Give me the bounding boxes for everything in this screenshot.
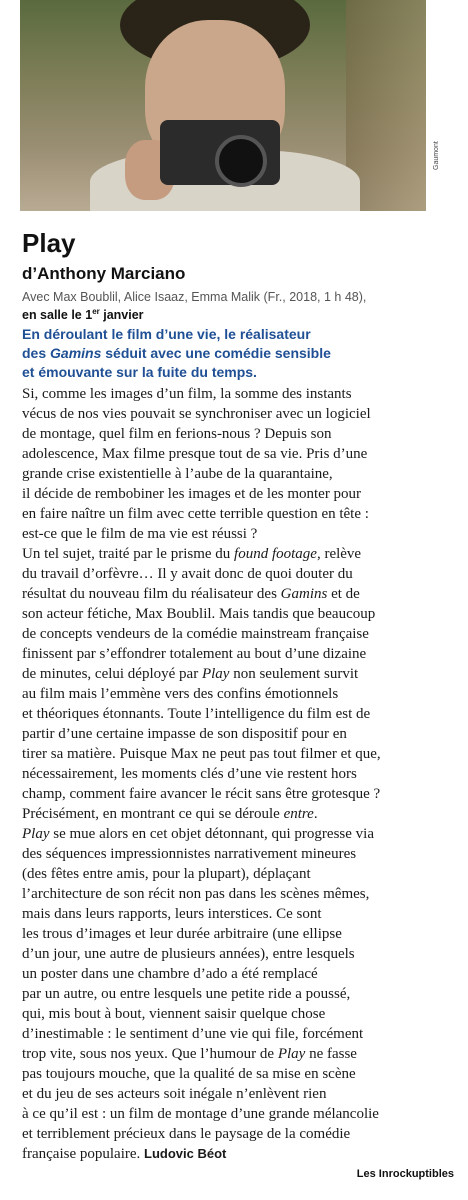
body-line: par un autre, ou entre lesquels une petite ride a poussé, [22, 986, 351, 1002]
body-line: tirer sa matière. Puisque Max ne peut pas tout filmer et que, [22, 746, 381, 762]
text-span: ne fasse [305, 1046, 357, 1062]
text-span: Un tel sujet, traité par le prisme du [22, 546, 235, 562]
body-line [22, 664, 452, 684]
text-span: résultat du nouveau film du réalisateur des [22, 586, 281, 602]
publication-name: Les Inrockuptibles [356, 1168, 454, 1180]
body-line: nécessairement, les moments clés d’une vie restent hors [22, 766, 357, 782]
lede-line [22, 344, 452, 363]
text-span: Précisément, en montrant ce qui se déroule [22, 806, 284, 822]
body-line: qui, mis bout à bout, viennent saisir quelque chose [22, 1006, 326, 1022]
film-title: Play [22, 228, 76, 258]
italic-title: Gamins [280, 586, 328, 602]
text-span: séduit avec une comédie sensible [101, 345, 331, 361]
italic-title: entre [283, 806, 314, 822]
text-span: non seulement survit [229, 666, 359, 682]
body-line: des séquences impressionnistes narrativement mineures [22, 846, 357, 862]
body-line: Si, comme les images d’un film, la somme des instants [22, 386, 352, 402]
body-line [22, 824, 452, 844]
text-span: trop vite, sous nos yeux. Que l’humour de [22, 1046, 278, 1062]
film-still-photo [20, 0, 426, 211]
body-line: finissent par s’effondrer totalement au bout d’une dizaine [22, 646, 367, 662]
body-line [22, 1144, 452, 1164]
article-lede [22, 325, 452, 382]
body-line: est-ce que le film de ma vie est réussi ? [22, 526, 258, 542]
body-line: un poster dans une chambre d’ado a été remplacé [22, 966, 318, 982]
body-line: l’architecture de son récit non pas dans les scènes mêmes, [22, 886, 370, 902]
release-suffix: janvier [99, 308, 144, 323]
body-line: adolescence, Max filme presque tout de sa vie. Pris d’une [22, 446, 368, 462]
camcorder-lens [215, 135, 267, 187]
text-span: de minutes, celui déployé par [22, 666, 202, 682]
italic-title: Gamins [50, 345, 102, 361]
body-line: à ce qu’il est : un film de montage d’une grande mélancolie [22, 1106, 379, 1122]
body-line: champ, comment faire avancer le récit sans être grotesque ? [22, 786, 381, 802]
text-span: des [22, 345, 51, 361]
body-line: et terriblement précieux dans le paysage de la comédie [22, 1126, 351, 1142]
body-line: de concepts vendeurs de la comédie mainstream française [22, 626, 369, 642]
italic-title: Play [277, 1046, 306, 1062]
body-line: pas toujours mouche, que la qualité de sa mise en scène [22, 1066, 356, 1082]
lede-line: et émouvante sur la fuite du temps. [22, 364, 257, 380]
release-ordinal: er [92, 307, 100, 316]
article-body [22, 384, 452, 1164]
body-line: vécus de nos vies pouvait se synchroniser avec un logiciel [22, 406, 371, 422]
body-line [22, 544, 452, 564]
body-line: (des fêtes entre amis, pour la plupart), déplaçant [22, 866, 311, 882]
body-line: et du jeu de ses acteurs soit inégale n’enlèvent rien [22, 1086, 327, 1102]
body-line: en faire naître un film avec cette terrible question en tête : [22, 506, 369, 522]
body-line: de montage, quel film en ferions-nous ? Depuis son [22, 426, 332, 442]
body-line [22, 1044, 452, 1064]
lede-line: En déroulant le film d’une vie, le réalisateur [22, 326, 311, 342]
body-line: d’un jour, une autre de plusieurs années), entre lesquels [22, 946, 355, 962]
body-line [22, 804, 452, 824]
italic-title: found footage [234, 546, 317, 562]
body-line: au film mais l’emmène vers des confins émotionnels [22, 686, 339, 702]
film-cast: Avec Max Boublil, Alice Isaaz, Emma Malik (Fr., 2018, 1 h 48), [22, 290, 367, 304]
body-line: il décide de rembobiner les images et de les monter pour [22, 486, 362, 502]
release-prefix: en salle le 1 [22, 308, 93, 323]
text-span: . [313, 806, 318, 822]
body-line: partir d’une certaine impasse de son dispositif pour en [22, 726, 347, 742]
body-line: et théoriques étonnants. Toute l’intelligence du film est de [22, 706, 371, 722]
body-line: mais dans leurs rapports, leurs interstices. Ce sont [22, 906, 322, 922]
text-span: , relève [316, 546, 362, 562]
body-line: son acteur fétiche, Max Boublil. Mais tandis que beaucoup [22, 606, 376, 622]
body-line: du travail d’orfèvre… Il y avait donc de quoi douter du [22, 566, 353, 582]
body-line: d’inestimable : le sentiment d’une vie qui file, forcément [22, 1026, 364, 1042]
body-line: grande crise existentielle à l’aube de la quarantaine, [22, 466, 333, 482]
text-span: se mue alors en cet objet détonnant, qui progresse via [49, 826, 374, 842]
text-span: et de [327, 586, 360, 602]
italic-title: Play [201, 666, 230, 682]
text-span: française populaire. [22, 1146, 145, 1162]
film-director: d’Anthony Marciano [22, 264, 186, 283]
body-line: les trous d’images et leur durée arbitraire (une ellipse [22, 926, 342, 942]
film-release [22, 307, 144, 322]
italic-title: Play [22, 826, 50, 842]
body-line [22, 584, 452, 604]
author-signature: Ludovic Béot [144, 1146, 227, 1161]
photo-credit: Gaumont [433, 141, 440, 170]
